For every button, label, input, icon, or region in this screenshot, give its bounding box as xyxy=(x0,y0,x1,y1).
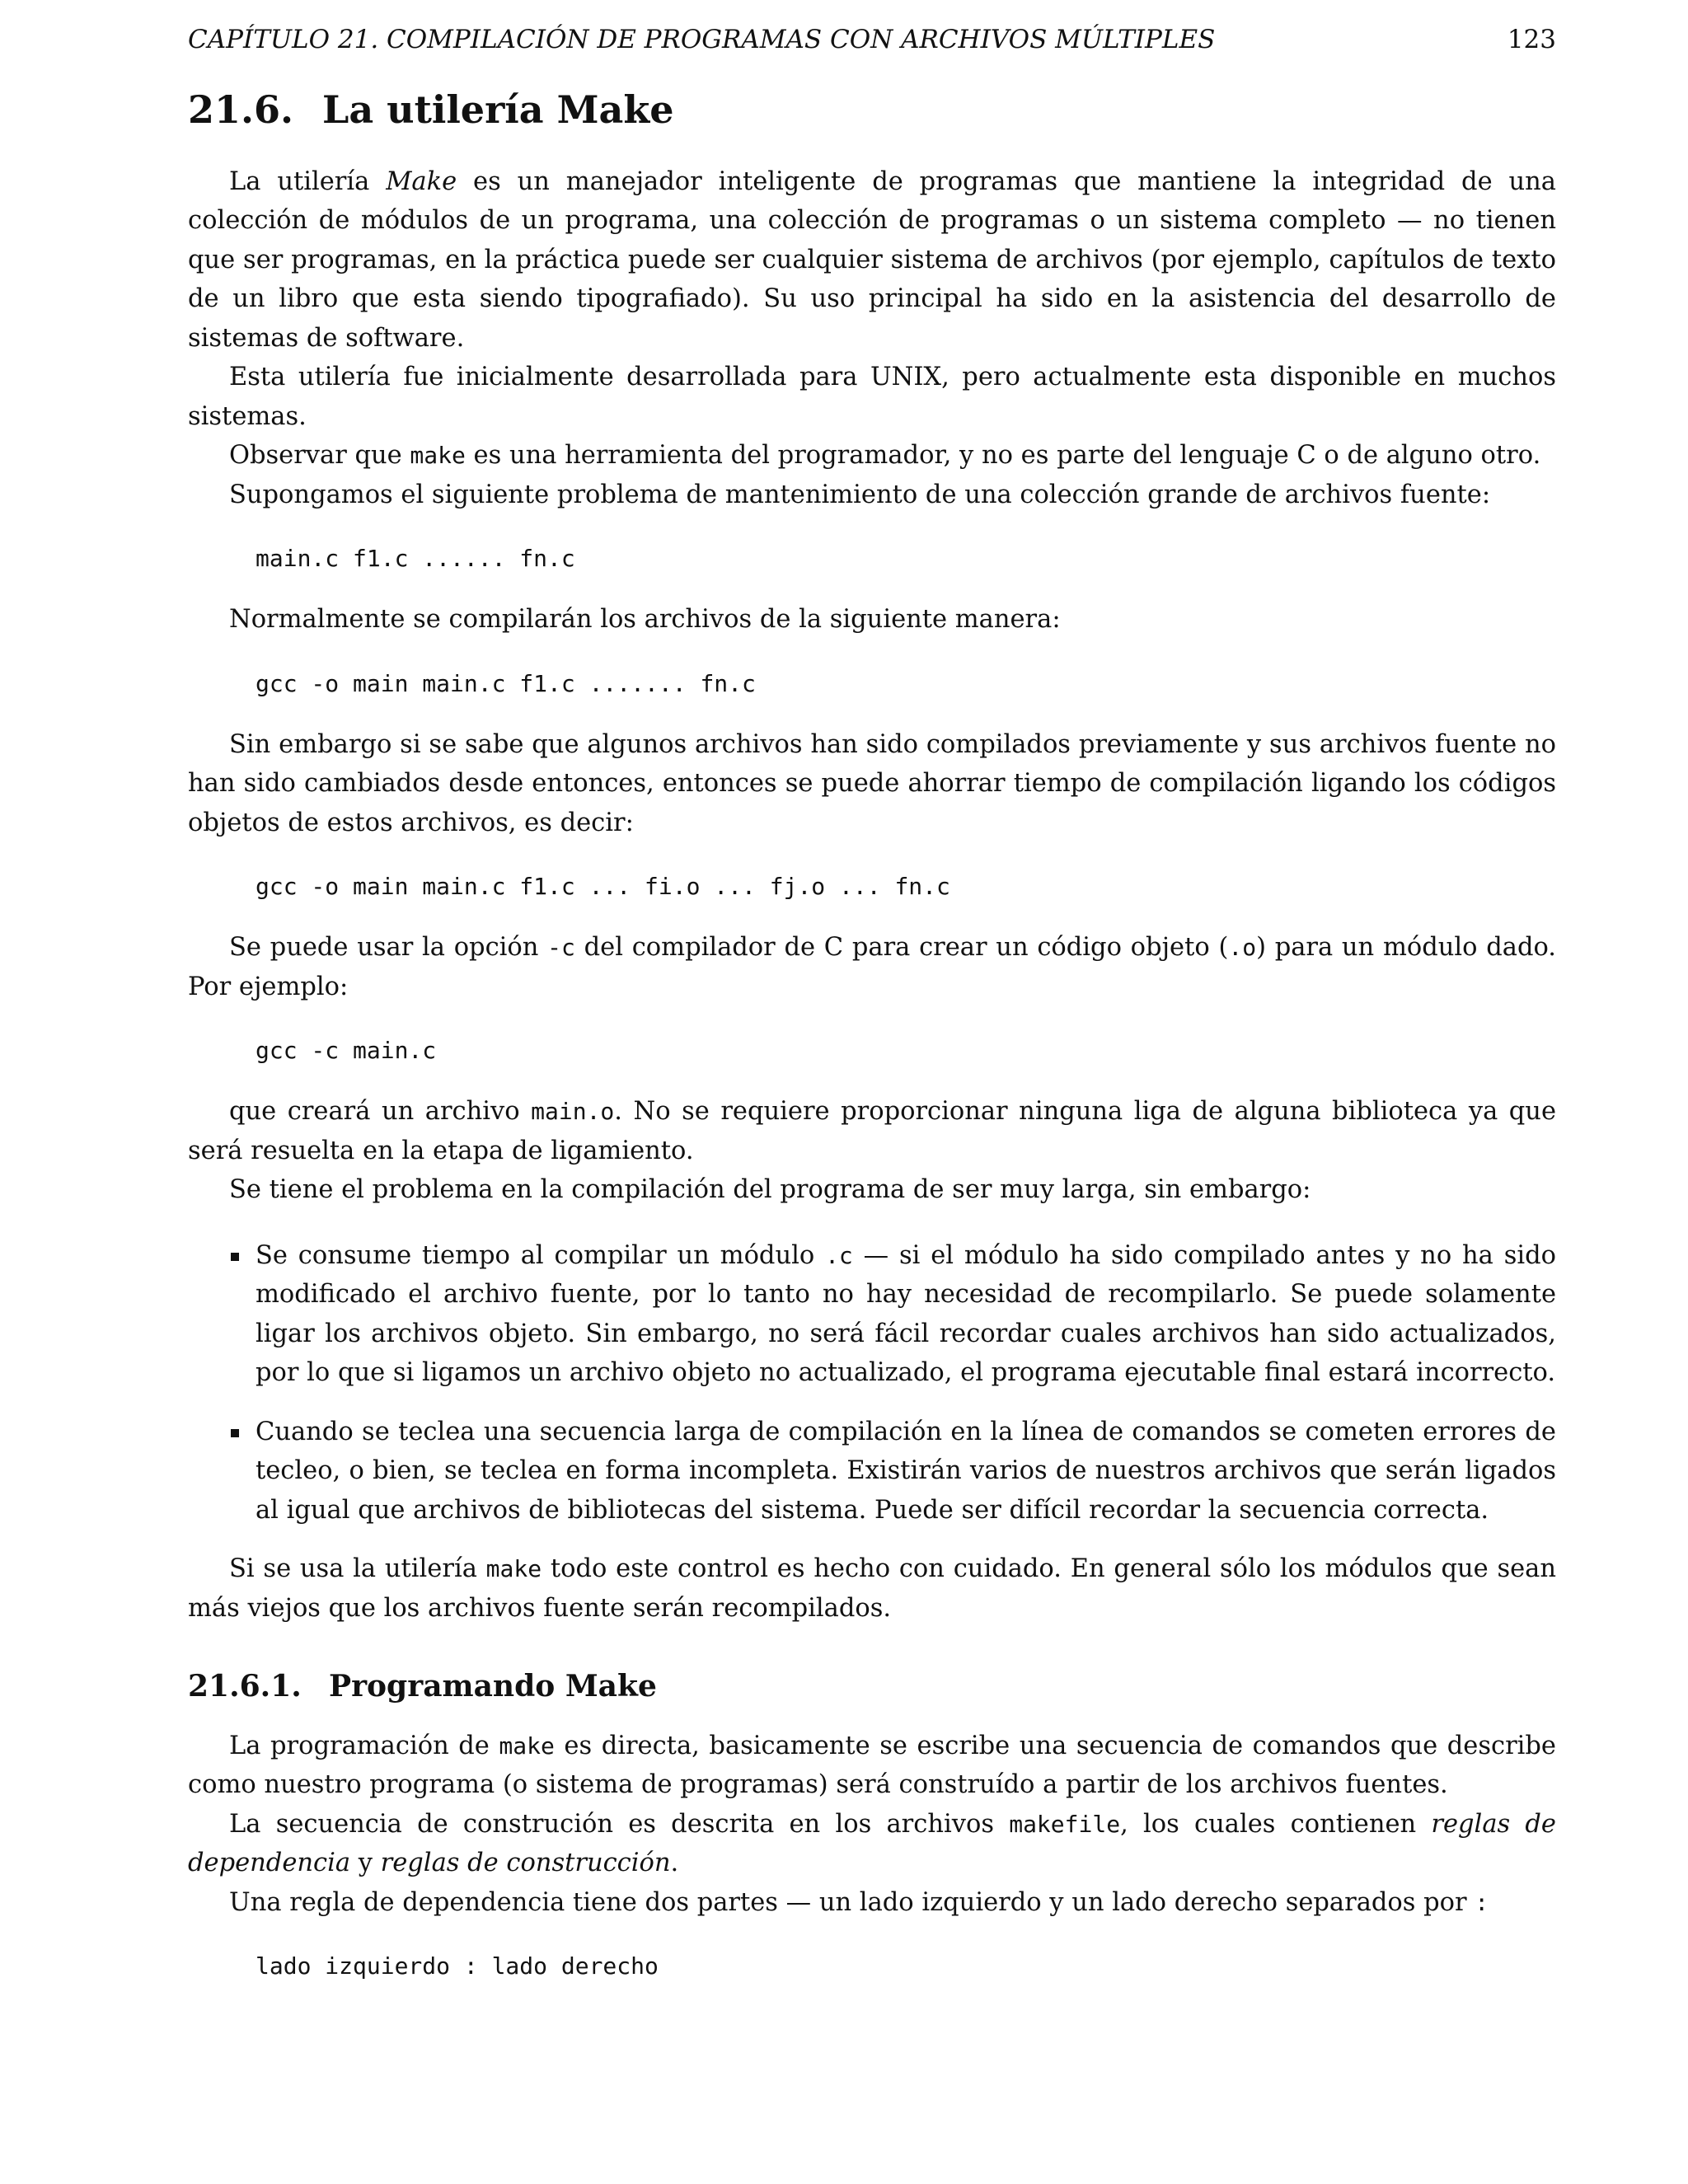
text-run: La secuencia de construción es descrita en los archivos xyxy=(229,1809,1010,1839)
paragraph-si-se-usa xyxy=(188,1549,1556,1628)
paragraph-unix: Esta utilería fue inicialmente desarrollada para UNIX, pero actualmente esta disponible en muchos sistemas. xyxy=(188,363,1556,431)
document-page xyxy=(188,25,1556,2008)
text-run: Se puede usar la opción xyxy=(229,933,548,963)
text-run: es una herramienta del programador, y no es parte del lenguaje C o de alguno otro. xyxy=(465,441,1541,471)
paragraph-opcion-c xyxy=(188,928,1556,1006)
emphasis-text: reglas de dependencia xyxy=(188,1809,1556,1878)
code-block-gcc-full: gcc -o main main.c f1.c ....... fn.c xyxy=(256,669,756,697)
paragraph-normalmente: Normalmente se compilarán los archivos de la siguiente manera: xyxy=(229,605,1061,635)
page-number: 123 xyxy=(1507,25,1556,54)
text-run: — si el módulo ha sido compilado antes y no ha sido modificado el archivo fuente, por lo tanto no hay necesidad de recompilarlo. Se puede solamente ligar los archivos objeto. Sin embargo, no será fácil recordar cuales archivos han sido actualizados, por lo que si ligamos un archivo objeto no actualizado, el programa ejecutable final estará incorrecto. xyxy=(256,1240,1556,1388)
code-block-rule: lado izquierdo : lado derecho xyxy=(256,1952,659,1980)
text-run: Si se usa la utilería xyxy=(229,1554,486,1584)
text-run: Una regla de dependencia tiene dos partes — un lado izquierdo y un lado derecho separados por xyxy=(229,1887,1475,1917)
paragraph-secuencia xyxy=(188,1805,1556,1883)
paragraph-intro xyxy=(188,162,1556,359)
chapter-title: CAPÍTULO 21. COMPILACIÓN DE PROGRAMAS CON ARCHIVOS MÚLTIPLES xyxy=(188,25,1216,54)
text-run: Observar que xyxy=(229,441,410,471)
inline-code: .o xyxy=(1228,934,1257,962)
emphasis-make: Make xyxy=(386,166,457,196)
bullet-list xyxy=(188,1236,1556,1530)
code-block-gcc-c: gcc -c main.c xyxy=(256,1037,437,1065)
text-run: . xyxy=(670,1849,679,1878)
inline-code: main.o xyxy=(531,1098,615,1126)
subsection-title: Programando Make xyxy=(329,1669,657,1704)
list-item xyxy=(188,1413,1556,1530)
text-run: Cuando se teclea una secuencia larga de compilación en la línea de comandos se cometen errores de tecleo, o bien, se teclea en forma incompleta. Existirán varios de nuestros archivos que serán ligados al igual que archivos de bibliotecas del sistema. Puede ser difícil recordar la secuencia correcta. xyxy=(256,1417,1556,1525)
inline-code: make xyxy=(410,442,466,470)
code-block-gcc-objects: gcc -o main main.c f1.c ... fi.o ... fj.o ... fn.c xyxy=(256,873,950,901)
inline-code: .c xyxy=(825,1241,853,1269)
paragraph-sin-embargo: Sin embargo si se sabe que algunos archivos han sido compilados previamente y sus archivos fuente no han sido cambiados desde entonces, entonces se puede ahorrar tiempo de compilación ligando los códigos objetos de estos archivos, es decir: xyxy=(188,729,1556,837)
text-run: ) para un módulo dado. Por ejemplo: xyxy=(188,933,1557,1001)
text-run: todo este control es hecho con cuidado. En general sólo los módulos que sean más viejos que los archivos fuente serán recompilados. xyxy=(188,1554,1556,1623)
text-run: La programación de xyxy=(229,1731,499,1760)
text-run: y xyxy=(350,1849,381,1878)
paragraph-supongamos: Supongamos el siguiente problema de mantenimiento de una colección grande de archivos fuente: xyxy=(229,480,1491,509)
section-number: 21.6. xyxy=(188,87,294,132)
inline-code: -c xyxy=(547,934,575,962)
section-title: La utilería Make xyxy=(322,87,674,132)
text-run: , los cuales contienen xyxy=(1120,1809,1432,1839)
paragraph-programacion xyxy=(188,1727,1556,1805)
subsection-heading xyxy=(188,1671,1556,1704)
running-header xyxy=(188,25,1556,66)
paragraph-main-o xyxy=(188,1092,1556,1170)
inline-code: makefile xyxy=(1009,1810,1121,1838)
list-item xyxy=(188,1236,1556,1393)
bullet-square-icon xyxy=(231,1429,239,1437)
paragraph-problema: Se tiene el problema en la compilación del programa de ser muy larga, sin embargo: xyxy=(229,1175,1311,1205)
emphasis-text: reglas de construcción xyxy=(380,1849,671,1878)
paragraph-regla xyxy=(188,1883,1556,1923)
bullet-square-icon xyxy=(231,1253,239,1261)
inline-code: make xyxy=(485,1555,542,1583)
text-run: del compilador de C para crear un código objeto ( xyxy=(574,933,1229,963)
paragraph-observar xyxy=(188,436,1556,476)
code-block-files: main.c f1.c ...... fn.c xyxy=(256,545,575,573)
inline-code: : xyxy=(1475,1888,1489,1916)
text-run: es un manejador inteligente de programas que mantiene la integridad de una colección de módulos de un programa, una colección de programas o un sistema completo — no tienen que ser programas, en la práctica puede ser cualquier sistema de archivos (por ejemplo, capítulos de texto de un libro que esta siendo tipografiado). Su uso principal ha sido en la asistencia del desarrollo de sistemas de software. xyxy=(188,166,1556,353)
section-heading xyxy=(188,89,1556,131)
text-run: La utilería xyxy=(229,166,387,196)
subsection-number: 21.6.1. xyxy=(188,1669,302,1704)
text-run: . No se requiere proporcionar ninguna liga de alguna biblioteca ya que será resuelta en la etapa de ligamiento. xyxy=(188,1097,1556,1165)
text-run: que creará un archivo xyxy=(229,1097,532,1127)
text-run: Se consume tiempo al compilar un módulo xyxy=(256,1240,826,1270)
inline-code: make xyxy=(499,1732,555,1760)
text-run: es directa, basicamente se escribe una secuencia de comandos que describe como nuestro programa (o sistema de programas) será construído a partir de los archivos fuentes. xyxy=(188,1731,1556,1800)
